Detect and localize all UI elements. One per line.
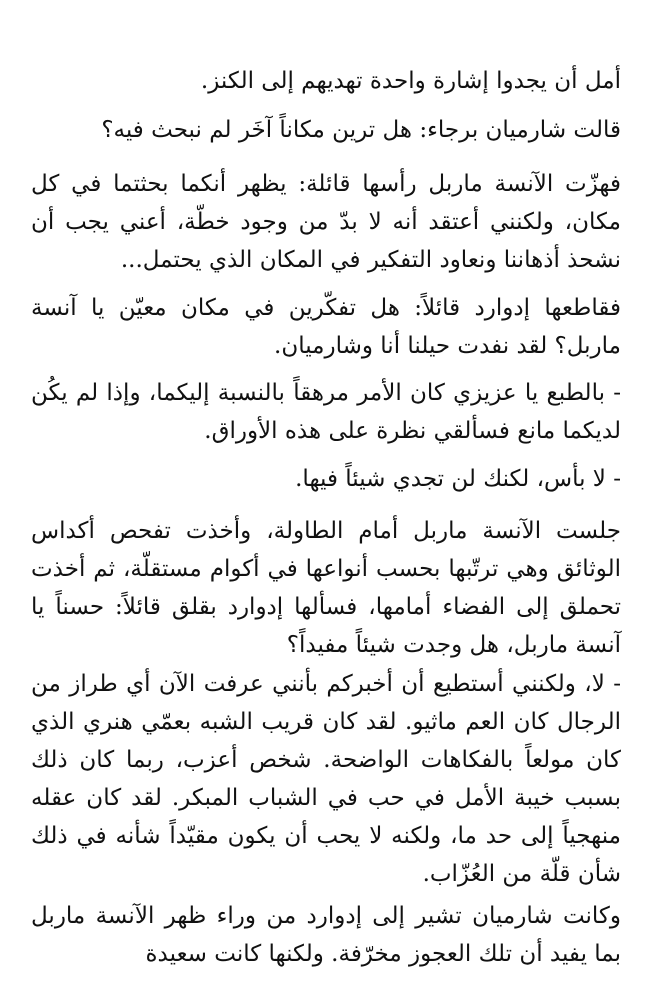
paragraph-1: أمل أن يجدوا إشارة واحدة تهديهم إلى الكنز. (200, 68, 621, 94)
paragraph-9: وكانت شارميان تشير إلى إدوارد من وراء ظهر الآنسة ماربل بما يفيد أن تلك العجوز مخرّفة. ولكنها كانت سعيدة (31, 903, 621, 967)
paragraph-3: فهزّت الآنسة ماربل رأسها قائلة: يظهر أنكما بحثتما في كل مكان، ولكنني أعتقد أنه لا بدّ من وجود خطّة، أعني يجب أن نشحذ أذهاننا ونعاود التفكير في المكان الذي يحتمل... (31, 171, 621, 273)
paragraph-2: قالت شارميان برجاء: هل ترين مكاناً آخَر لم نبحث فيه؟ (101, 117, 621, 143)
paragraph-6: - لا بأس، لكنك لن تجدي شيئاً فيها. (295, 466, 621, 492)
paragraph-8: - لا، ولكنني أستطيع أن أخبركم بأنني عرفت الآن أي طراز من الرجال كان العم ماثيو. لقد كان قريب الشبه بعمّي هنري الذي كان مولعاً بالفكاهات الواضحة. شخص أعزب، ربما كان ذلك بسبب خيبة الأمل في حب في الشباب المبكر. لقد كان عقله منهجياً إلى حد ما، ولكنه لا يحب أن يكون مقيّداً شأنه في ذلك شأن قلّة من العُزّاب. (31, 671, 621, 887)
paragraph-4: فقاطعها إدوارد قائلاً: هل تفكّرين في مكان معيّن يا آنسة ماربل؟ لقد نفدت حيلنا أنا وشارميان. (31, 295, 621, 359)
paragraph-7: جلست الآنسة ماربل أمام الطاولة، وأخذت تفحص أكداس الوثائق وهي ترتّبها بحسب أنواعها في أكوام مستقلّة، ثم أخذت تحملق إلى الفضاء أمامها، فسألها إدوارد بقلق قائلاً: حسناً يا آنسة ماربل، هل وجدت شيئاً مفيداً؟ (31, 518, 621, 658)
paragraph-5: - بالطبع يا عزيزي كان الأمر مرهقاً بالنسبة إليكما، وإذا لم يكُن لديكما مانع فسألقي نظرة على هذه الأوراق. (31, 380, 621, 444)
